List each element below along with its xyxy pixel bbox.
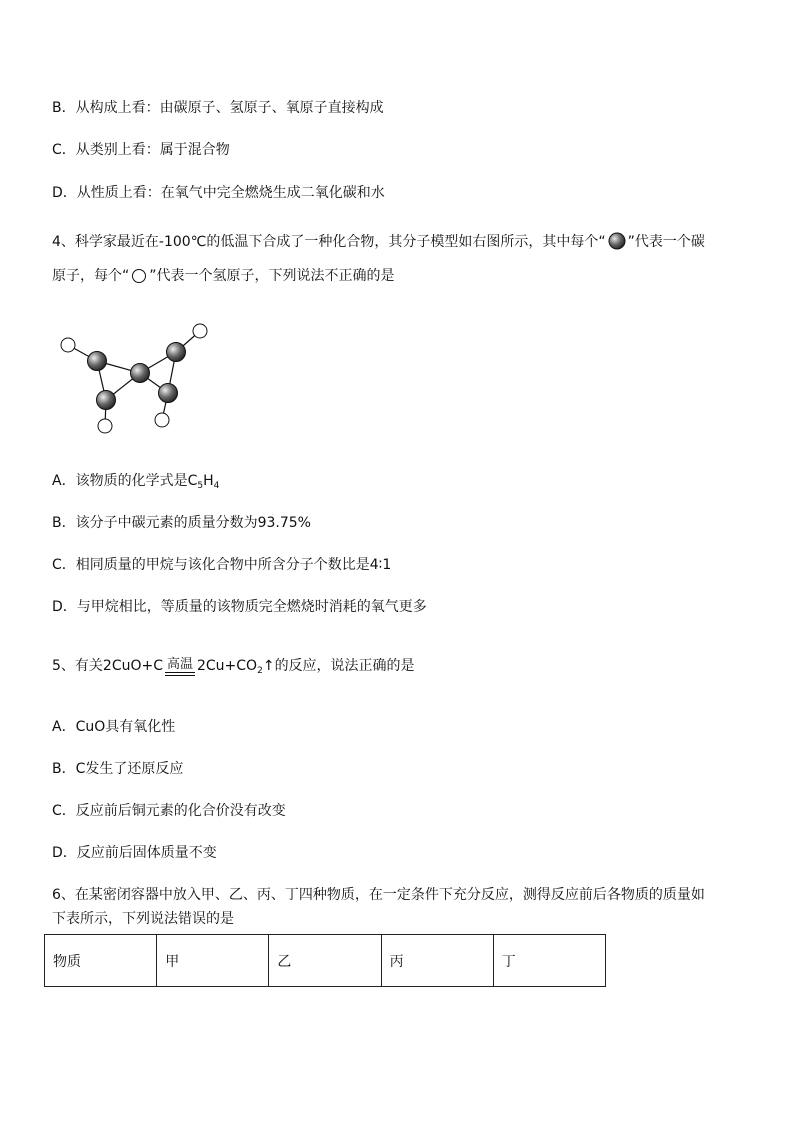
q5-stem-suffix: 的反应，说法正确的是: [274, 658, 415, 674]
q4-stem-line2: [52, 266, 395, 286]
table-header-cell: 乙: [269, 935, 381, 987]
q5-stem-prefix: 5、有关2CuO+C: [52, 658, 163, 674]
hydrogen-atom-icon: [155, 413, 169, 427]
q5-product-sub: 2: [257, 666, 263, 676]
q4-stem-line1: [52, 232, 705, 252]
q4-option-c: C．相同质量的甲烷与该化合物中所含分子个数比是4∶1: [52, 557, 392, 573]
reaction-condition-text: 高温: [166, 657, 193, 672]
table-row: [45, 935, 606, 987]
carbon-atom-icon: [97, 391, 116, 410]
q3-option-c: C．从类别上看：属于混合物: [52, 142, 230, 158]
q4-option-a: [52, 471, 219, 496]
formula-sub-c: 5: [197, 481, 204, 491]
carbon-atom-icon: [88, 352, 107, 371]
q5-stem: [52, 656, 415, 681]
q4-stem-text-3: 原子，每个“: [52, 268, 130, 284]
q5-stem-product: 2Cu+CO: [197, 658, 258, 674]
formula-sub-h: 4: [213, 481, 220, 491]
hydrogen-atom-icon: [193, 324, 207, 338]
hydrogen-atom-icon: [98, 419, 112, 433]
q6-stem-line2: 下表所示，下列说法错误的是: [52, 911, 234, 927]
q4-option-b: B．该分子中碳元素的质量分数为93.75%: [52, 515, 311, 531]
carbon-atom-icon: [131, 364, 150, 383]
table-header-cell: 丙: [381, 935, 493, 987]
table-header-cell: 甲: [157, 935, 269, 987]
formula-h: H: [203, 473, 214, 489]
q4-stem-text-2: ”代表一个碳: [627, 234, 705, 250]
q5-option-a: A．CuO具有氧化性: [52, 719, 176, 735]
q6-stem-line1: 6、在某密闭容器中放入甲、乙、丙、丁四种物质，在一定条件下充分反应，测得反应前后各物质的质量如: [52, 887, 705, 903]
q3-option-d: D．从性质上看：在氧气中完全燃烧生成二氧化碳和水: [52, 185, 385, 201]
molecule-model-figure: [52, 318, 222, 438]
equals-sign: [165, 672, 195, 676]
q3-option-b: B．从构成上看：由碳原子、氢原子、氧原子直接构成: [52, 100, 384, 116]
hydrogen-atom-icon: [131, 268, 147, 284]
hydrogen-atom-icon: [61, 338, 75, 352]
q4-stem-text-4: ”代表一个氢原子，下列说法不正确的是: [149, 268, 395, 284]
q4-option-d: D．与甲烷相比，等质量的该物质完全燃烧时消耗的氧气更多: [52, 599, 427, 615]
carbon-atom-icon: [167, 343, 186, 362]
table-header-cell: 丁: [493, 935, 605, 987]
q5-option-d: D．反应前后固体质量不变: [52, 845, 217, 861]
q5-option-b: B．C发生了还原反应: [52, 761, 184, 777]
table-header-cell: 物质: [45, 935, 157, 987]
carbon-atom-icon: [608, 232, 626, 250]
q4-stem-text: 4、科学家最近在-100℃的低温下合成了一种化合物，其分子模型如右图所示，其中每个“: [52, 234, 606, 250]
q6-mass-table: [44, 934, 606, 987]
q5-option-c: C．反应前后铜元素的化合价没有改变: [52, 803, 286, 819]
carbon-atom-icon: [159, 384, 178, 403]
q4-option-a-text: A．该物质的化学式是C: [52, 473, 198, 489]
gas-arrow-icon: ↑: [262, 658, 275, 674]
reaction-condition: [165, 658, 195, 676]
